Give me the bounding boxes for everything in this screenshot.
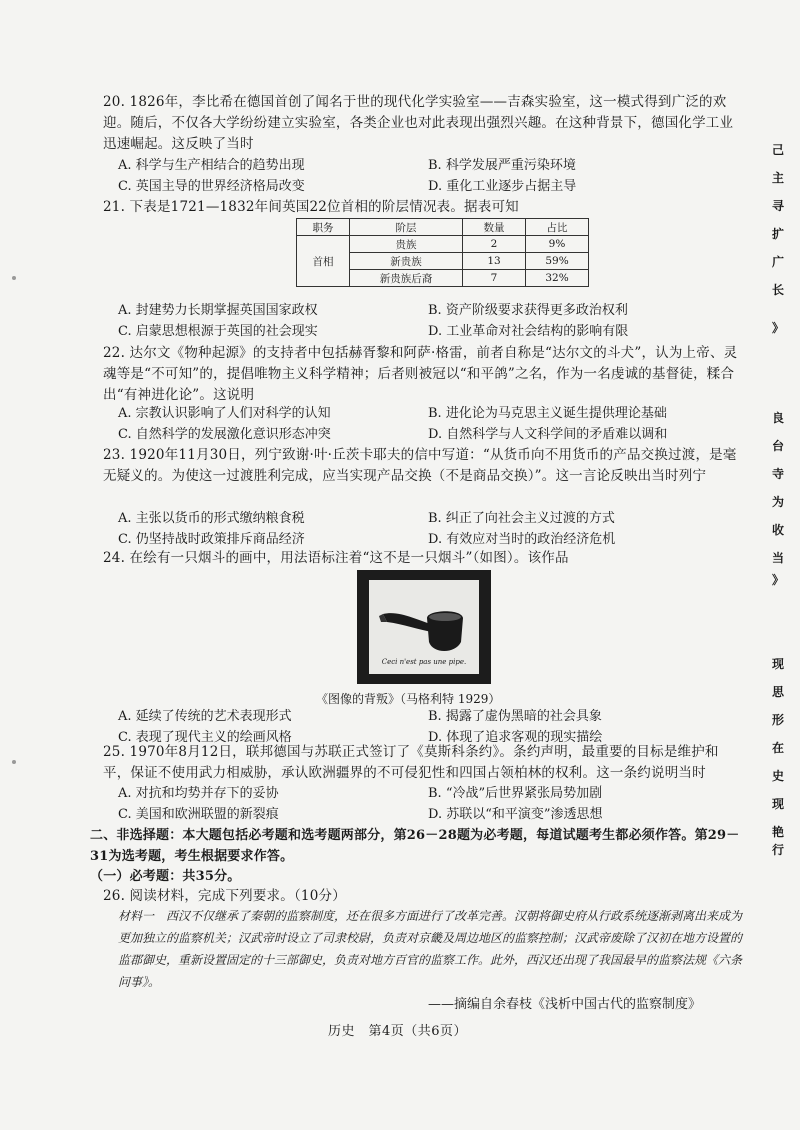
q22-option-d: D. 自然科学与人文科学间的矛盾难以调和: [428, 427, 668, 442]
table-cell: 7: [463, 270, 526, 287]
q25-option-c: C. 美国和欧洲联盟的新裂痕: [118, 807, 279, 822]
table-cell: 新贵族: [350, 253, 463, 270]
side-char: 为: [771, 495, 784, 509]
q22-option-c: C. 自然科学的发展激化意识形态冲突: [118, 427, 331, 442]
section-2-subheading: （一）必考题：共35分。: [90, 869, 241, 884]
q23-option-b: B. 纠正了向社会主义过渡的方式: [428, 511, 615, 526]
side-char: 广: [771, 255, 784, 269]
question-20-options: [118, 155, 738, 197]
q21-option-b: B. 资产阶级要求获得更多政治权利: [428, 303, 628, 318]
q20-option-b: B. 科学发展严重污染环境: [428, 158, 576, 173]
side-char: 行: [771, 843, 784, 857]
question-23-options: [118, 508, 738, 550]
table-row: [297, 236, 589, 253]
side-char: 收: [771, 523, 784, 537]
question-20-stem: 20. 1826年，李比希在德国首创了闻名于世的现代化学实验室——吉森实验室，这一模式得到广泛的欢迎。随后，不仅各大学纷纷建立实验室，各类企业也对此表现出强烈兴趣。在这种背景下，德国化学工业迅速崛起。这反映了当时: [103, 94, 734, 152]
q21-option-a: A. 封建势力长期掌握英国国家政权: [118, 303, 318, 318]
pipe-painting-image: [357, 570, 491, 684]
side-char: 形: [771, 713, 784, 727]
table-cell: 13: [463, 253, 526, 270]
question-25-options: [118, 783, 738, 825]
question-24-stem: 24. 在绘有一只烟斗的画中，用法语标注着“这不是一只烟斗”（如图）。该作品: [103, 550, 569, 566]
prime-minister-class-table: [296, 218, 589, 287]
q24-option-b: B. 揭露了虚伪黑暗的社会具象: [428, 709, 602, 724]
side-char: 思: [771, 685, 784, 699]
question-21-stem: 21. 下表是1721—1832年间英国22位首相的阶层情况表。据表可知: [103, 199, 519, 215]
section-2-heading: 二、非选择题：本大题包括必考题和选考题两部分，第26－28题为必考题，每道试题考生都必须作答。第29－31为选考题，考生根据要求作答。: [90, 828, 740, 864]
q24-option-d: D. 体现了追求客观的现实描绘: [428, 730, 603, 745]
table-cell: 贵族: [350, 236, 463, 253]
side-char: 寺: [771, 467, 784, 481]
painting-caption: 《图像的背叛》（马格利特 1929）: [316, 692, 501, 706]
table-cell: 59%: [526, 253, 589, 270]
q21-option-d: D. 工业革命对社会结构的影响有限: [428, 324, 629, 339]
question-26-stem: 26. 阅读材料，完成下列要求。（10分）: [103, 888, 346, 904]
q23-option-c: C. 仍坚持战时政策排斥商品经济: [118, 532, 305, 547]
table-cell: 32%: [526, 270, 589, 287]
table-header-cell: 数量: [463, 219, 526, 236]
side-char: 台: [771, 439, 784, 453]
q20-option-c: C. 英国主导的世界经济格局改变: [118, 179, 305, 194]
side-char: 长: [771, 283, 784, 297]
q23-option-d: D. 有效应对当时的政治经济危机: [428, 532, 616, 547]
side-char: 艳: [771, 825, 784, 839]
painting-canvas: [369, 580, 479, 674]
question-25-stem: 25. 1970年8月12日，联邦德国与苏联正式签订了《莫斯科条约》。条约声明，最重要的目标是维护和平，保证不使用武力相威胁，承认欧洲疆界的不可侵犯性和四国占领柏林的权利。这一条约说明当时: [103, 744, 719, 781]
question-22-stem: 22. 达尔文《物种起源》的支持者中包括赫胥黎和阿萨·格雷，前者自称是“达尔文的斗犬”，认为上帝、灵魂等是“不可知”的，提倡唯物主义科学精神；后者则被冠以“和平鸽”之名，作为一名虔诚的基督徒，糅合出“有神进化论”。这说明: [103, 345, 738, 403]
q25-option-a: A. 对抗和均势并存下的妥协: [118, 786, 279, 801]
page-footer: 历史 第4页（共6页）: [328, 1024, 468, 1039]
table-office-cell: 首相: [297, 236, 350, 287]
side-char: 》: [771, 573, 784, 587]
side-char: 主: [771, 171, 784, 185]
side-char: 史: [771, 769, 784, 783]
side-char: 寻: [771, 199, 784, 213]
q20-option-d: D. 重化工业逐步占据主导: [428, 179, 577, 194]
q25-option-b: B. “冷战”后世界紧张局势加剧: [428, 786, 603, 801]
q24-option-c: C. 表现了现代主义的绘画风格: [118, 730, 292, 745]
side-char: 》: [771, 321, 784, 335]
side-char: 在: [771, 741, 784, 755]
q21-option-c: C. 启蒙思想根源于英国的社会现实: [118, 324, 318, 339]
scan-speck: [12, 276, 16, 280]
scan-speck: [12, 760, 16, 764]
q24-option-a: A. 延续了传统的艺术表现形式: [118, 709, 292, 724]
table-cell: 2: [463, 236, 526, 253]
table-cell: 9%: [526, 236, 589, 253]
q22-option-a: A. 宗教认识影响了人们对科学的认知: [118, 406, 331, 421]
table-cell: 新贵族后裔: [350, 270, 463, 287]
question-22-options: [118, 403, 738, 445]
q22-option-b: B. 进化论为马克思主义诞生提供理论基础: [428, 406, 667, 421]
q25-option-d: D. 苏联以“和平演变”渗透思想: [428, 807, 603, 822]
table-header-cell: 占比: [526, 219, 589, 236]
table-header-row: [297, 219, 589, 236]
table-header-cell: 阶层: [350, 219, 463, 236]
table-header-cell: 职务: [297, 219, 350, 236]
question-26-material: 材料一 西汉不仅继承了秦朝的监察制度，还在很多方面进行了改革完善。汉朝将御史府从行政系统逐渐剥离出来成为更加独立的监察机关；汉武帝时设立了司隶校尉，负责对京畿及周边地区的监察控制；汉武帝废除了汉初在地方设置的监郡御史，重新设置固定的十三部御史，负责对地方百官的监察工作。此外，西汉还出现了我国最早的监察法规《六条问事》。: [118, 909, 743, 989]
side-char: 己: [771, 143, 784, 157]
side-char: 现: [771, 797, 784, 811]
side-char: 扩: [771, 227, 784, 241]
side-char: 良: [771, 411, 784, 425]
q23-option-a: A. 主张以货币的形式缴纳粮食税: [118, 511, 305, 526]
question-23-stem: 23. 1920年11月30日，列宁致谢·叶·丘茨卡耶夫的信中写道：“从货币向不用货币的产品交换过渡，是毫无疑义的。为使这一过渡胜利完成，应当实现产品交换（不是商品交换）”。这一言论反映出当时列宁: [103, 447, 737, 484]
q20-option-a: A. 科学与生产相结合的趋势出现: [118, 158, 305, 173]
painting-inscription: Ceci n'est pas une pipe.: [381, 658, 467, 666]
question-21-options: [118, 300, 738, 342]
side-char: 当: [771, 551, 784, 565]
side-char: 现: [771, 657, 784, 671]
material-source: ——摘编自余春枝《浅析中国古代的监察制度》: [428, 997, 702, 1012]
